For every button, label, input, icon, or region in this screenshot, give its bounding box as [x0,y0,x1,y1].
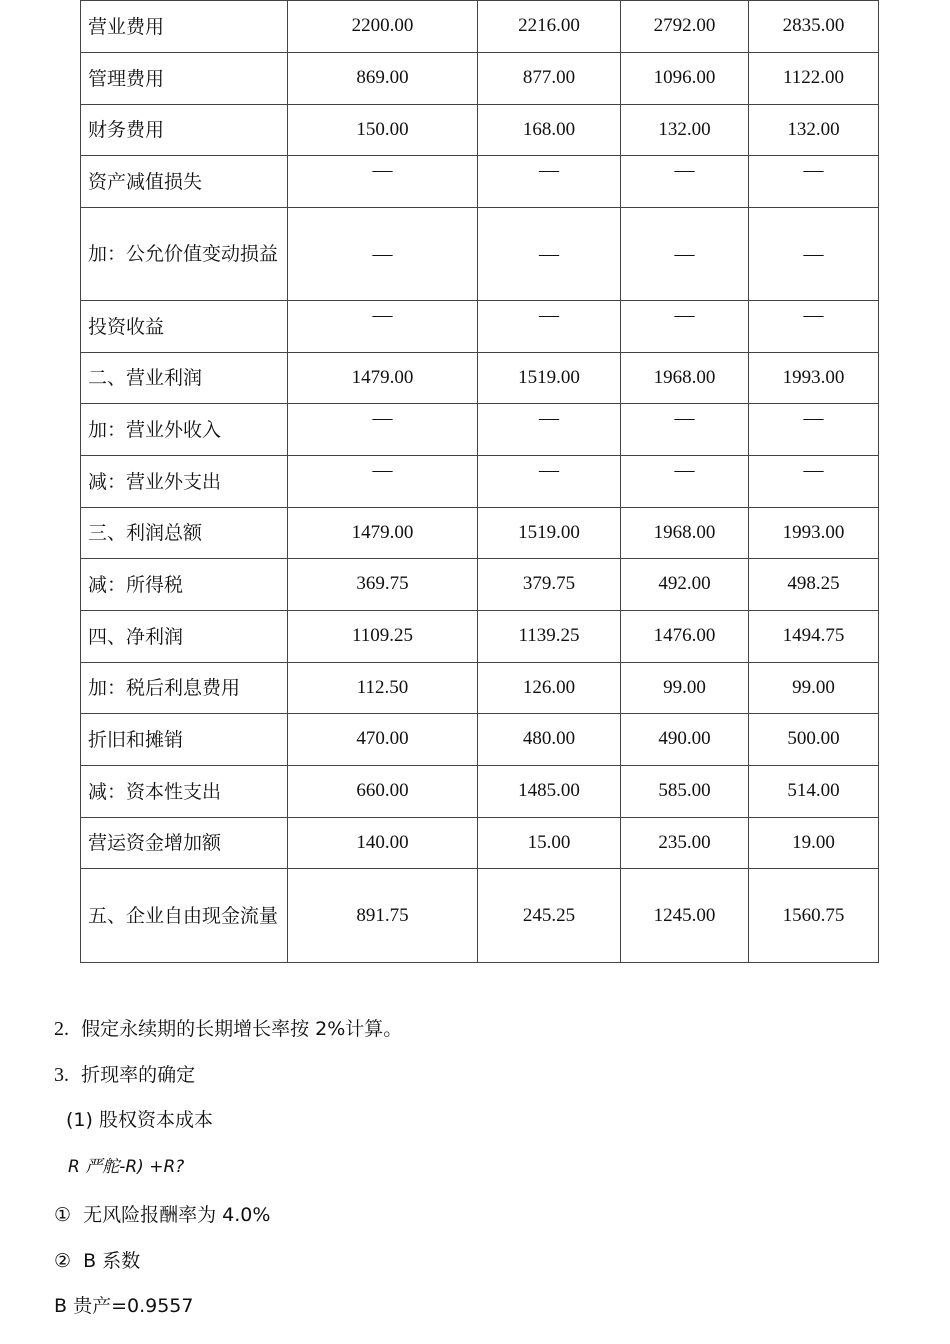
row-value: 235.00 [621,818,749,869]
row-value: — [749,208,879,301]
table-row [81,663,879,714]
paragraph-discount-rate-heading: 3. 折现率的确定 [54,1064,196,1086]
row-value: — [478,156,621,208]
row-value: — [621,456,749,508]
row-value: 492.00 [621,559,749,611]
row-label: 营运资金增加额 [81,818,288,869]
row-value: — [478,456,621,508]
row-value: 1519.00 [478,508,621,559]
row-value: 1139.25 [478,611,621,663]
table-row [81,869,879,963]
row-value: 168.00 [478,105,621,156]
row-value: — [749,456,879,508]
table-row [81,156,879,208]
row-label: 管理费用 [81,53,288,105]
row-value: 1479.00 [288,353,478,404]
row-value: 1968.00 [621,353,749,404]
paragraph-growth-rate: 2. 假定永续期的长期增长率按 2%计算。 [54,1018,403,1040]
row-label: 减：营业外支出 [81,456,288,508]
row-label: 折旧和摊销 [81,714,288,766]
row-value: 1109.25 [288,611,478,663]
row-value: 585.00 [621,766,749,818]
row-value: 1245.00 [621,869,749,963]
row-value: 2835.00 [749,1,879,53]
row-value: — [288,156,478,208]
row-value: — [621,301,749,353]
table-row [81,714,879,766]
row-label: 加：公允价值变动损益 [81,208,288,301]
row-value: — [288,208,478,301]
row-value: 99.00 [749,663,879,714]
row-value: 369.75 [288,559,478,611]
table-row [81,105,879,156]
row-value: 869.00 [288,53,478,105]
circled-number-1: ① [54,1204,72,1226]
row-value: 1122.00 [749,53,879,105]
row-value: 1485.00 [478,766,621,818]
row-label: 财务费用 [81,105,288,156]
row-value: 2216.00 [478,1,621,53]
table-row [81,353,879,404]
table-row [81,208,879,301]
row-label: 投资收益 [81,301,288,353]
table-row [81,456,879,508]
row-value: 1560.75 [749,869,879,963]
row-value: 1968.00 [621,508,749,559]
table-row [81,766,879,818]
row-value: 126.00 [478,663,621,714]
row-value: 15.00 [478,818,621,869]
row-value: — [621,404,749,456]
row-value: 132.00 [749,105,879,156]
row-value: 2200.00 [288,1,478,53]
row-value: 99.00 [621,663,749,714]
row-value: 19.00 [749,818,879,869]
row-value: — [288,404,478,456]
row-value: 498.25 [749,559,879,611]
row-value: 480.00 [478,714,621,766]
table-row [81,404,879,456]
row-value: 2792.00 [621,1,749,53]
row-label: 二、营业利润 [81,353,288,404]
row-value: 1476.00 [621,611,749,663]
row-value: 132.00 [621,105,749,156]
row-value: 379.75 [478,559,621,611]
row-value: 660.00 [288,766,478,818]
row-value: — [749,301,879,353]
table-row [81,559,879,611]
row-value: — [478,208,621,301]
row-label: 减：资本性支出 [81,766,288,818]
row-label: 三、利润总额 [81,508,288,559]
paragraph-beta: ② B 系数 [54,1250,141,1272]
row-label: 加：税后利息费用 [81,663,288,714]
row-value: — [288,301,478,353]
row-value: 500.00 [749,714,879,766]
row-value: 1993.00 [749,508,879,559]
table-row [81,818,879,869]
row-value: 112.50 [288,663,478,714]
row-value: 891.75 [288,869,478,963]
row-value: 1519.00 [478,353,621,404]
table-row [81,611,879,663]
circled-number-2: ② [54,1250,72,1272]
row-value: — [288,456,478,508]
cash-flow-table [80,0,879,963]
row-value: 1494.75 [749,611,879,663]
row-label: 资产减值损失 [81,156,288,208]
row-label: 减：所得税 [81,559,288,611]
row-value: — [621,156,749,208]
paragraph-equity-cost-heading: (1) 股权资本成本 [66,1109,213,1131]
row-value: 514.00 [749,766,879,818]
row-value: — [749,156,879,208]
row-value: — [621,208,749,301]
row-value: 470.00 [288,714,478,766]
row-label: 加：营业外收入 [81,404,288,456]
row-label: 五、企业自由现金流量 [81,869,288,963]
table-row [81,53,879,105]
row-value: 140.00 [288,818,478,869]
row-value: 877.00 [478,53,621,105]
table-row [81,301,879,353]
table-row [81,508,879,559]
row-value: 1479.00 [288,508,478,559]
row-value: 1993.00 [749,353,879,404]
paragraph-asset-beta: B 贵产=0.9557 [54,1295,194,1317]
row-value: 150.00 [288,105,478,156]
row-label: 四、净利润 [81,611,288,663]
row-value: — [478,404,621,456]
row-value: 245.25 [478,869,621,963]
row-value: — [749,404,879,456]
row-label: 营业费用 [81,1,288,53]
paragraph-risk-free-rate: ① 无风险报酬率为 4.0% [54,1204,271,1226]
table-row [81,1,879,53]
row-value: — [478,301,621,353]
formula-capm: R 严舵-R) +R? [68,1157,185,1177]
row-value: 490.00 [621,714,749,766]
row-value: 1096.00 [621,53,749,105]
